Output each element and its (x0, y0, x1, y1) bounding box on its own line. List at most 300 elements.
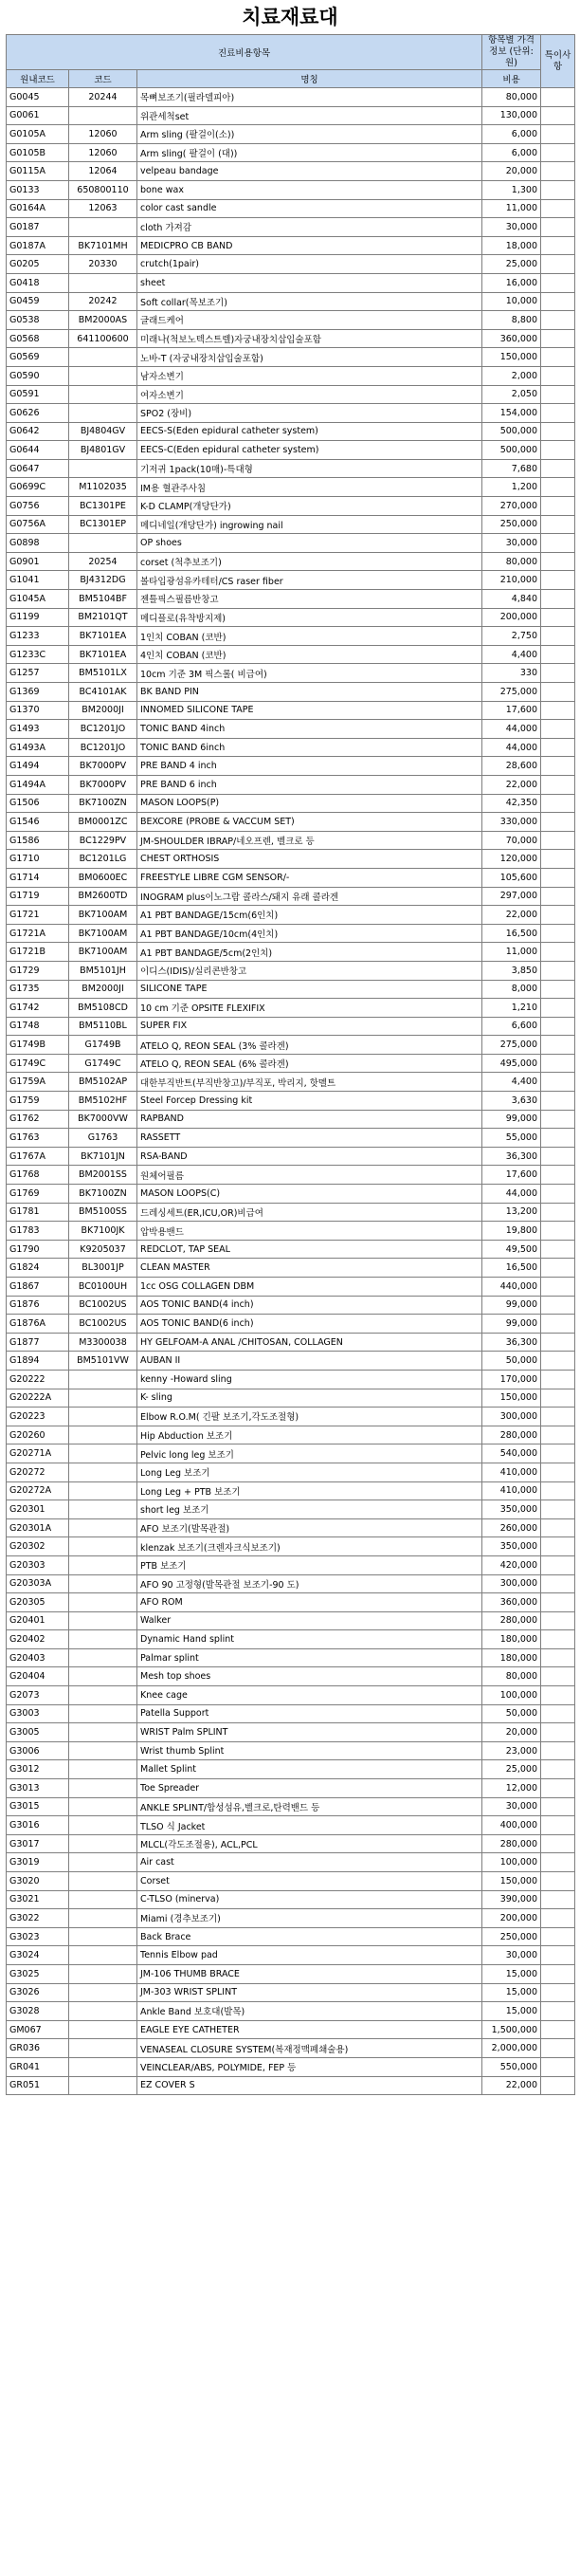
special-notes-cell (541, 1092, 575, 1111)
table-row (7, 1408, 575, 1426)
name-cell: MASON LOOPS(P) (137, 794, 482, 813)
special-notes-cell (541, 1129, 575, 1148)
table-row (7, 1352, 575, 1371)
code-cell (69, 404, 137, 423)
internal-code-cell: G0590 (7, 366, 69, 385)
name-cell: PTB 보조기 (137, 1555, 482, 1574)
code-cell: BK7100ZN (69, 794, 137, 813)
special-notes-cell (541, 2002, 575, 2021)
internal-code-cell: G1370 (7, 701, 69, 720)
table-row (7, 1333, 575, 1352)
code-cell (69, 1537, 137, 1556)
internal-code-cell: G1781 (7, 1203, 69, 1222)
special-notes-cell (541, 590, 575, 609)
internal-code-cell: G20223 (7, 1408, 69, 1426)
special-notes-cell (541, 683, 575, 702)
code-cell: G1749C (69, 1054, 137, 1073)
table-row (7, 980, 575, 999)
name-cell: 압박용밴드 (137, 1222, 482, 1241)
code-cell: BM0001ZC (69, 813, 137, 832)
price-cell: 330 (482, 664, 541, 683)
table-row (7, 1704, 575, 1723)
name-cell: JM-106 THUMB BRACE (137, 1964, 482, 1983)
internal-code-cell: G1735 (7, 980, 69, 999)
internal-code-cell: G20401 (7, 1611, 69, 1630)
internal-code-cell: G0133 (7, 180, 69, 199)
table-row (7, 180, 575, 199)
code-cell: BK7100JK (69, 1222, 137, 1241)
price-cell: 1,500,000 (482, 2020, 541, 2039)
table-row (7, 218, 575, 237)
name-cell: 드레싱세트(ER,ICU,OR)비급여 (137, 1203, 482, 1222)
table-row (7, 404, 575, 423)
code-cell (69, 1779, 137, 1798)
code-cell: BM5102AP (69, 1073, 137, 1092)
special-notes-cell (541, 404, 575, 423)
table-row (7, 1927, 575, 1946)
internal-code-cell: G1763 (7, 1129, 69, 1148)
price-cell: 80,000 (482, 88, 541, 107)
table-row (7, 1278, 575, 1297)
internal-code-cell: G1494 (7, 757, 69, 776)
name-cell: 볼타입광섬유카테터/CS raser fiber (137, 571, 482, 590)
internal-code-cell: G0164A (7, 199, 69, 218)
name-cell: MLCL(각도조절용), ACL,PCL (137, 1834, 482, 1853)
code-cell (69, 1741, 137, 1760)
special-notes-cell (541, 1240, 575, 1259)
price-cell: 250,000 (482, 1927, 541, 1946)
special-notes-cell (541, 1927, 575, 1946)
name-cell: Back Brace (137, 1927, 482, 1946)
table-row (7, 348, 575, 367)
table-row (7, 1296, 575, 1315)
price-cell: 150,000 (482, 1389, 541, 1408)
code-cell: BK7100ZN (69, 1185, 137, 1204)
name-cell: 대한부직반트(부직반창고)/부직포, 박리지, 핫멜트 (137, 1073, 482, 1092)
special-notes-cell (541, 422, 575, 441)
internal-code-cell: G1867 (7, 1278, 69, 1297)
price-cell: 6,000 (482, 143, 541, 162)
special-notes-cell (541, 571, 575, 590)
name-cell: color cast sandle (137, 199, 482, 218)
internal-code-cell: GR036 (7, 2039, 69, 2058)
price-cell: 360,000 (482, 1593, 541, 1612)
special-notes-cell (541, 775, 575, 794)
name-cell: Toe Spreader (137, 1779, 482, 1798)
internal-code-cell: G1759A (7, 1073, 69, 1092)
name-cell: corset (척추보조기) (137, 552, 482, 571)
internal-code-cell: G3024 (7, 1946, 69, 1965)
code-cell: 650800110 (69, 180, 137, 199)
table-row (7, 627, 575, 646)
code-cell (69, 459, 137, 478)
name-cell: Corset (137, 1872, 482, 1891)
code-cell (69, 1370, 137, 1389)
price-cell: 330,000 (482, 813, 541, 832)
internal-code-cell: G20260 (7, 1426, 69, 1444)
table-row (7, 459, 575, 478)
name-cell: PRE BAND 4 inch (137, 757, 482, 776)
price-cell: 22,000 (482, 775, 541, 794)
code-cell (69, 1518, 137, 1537)
internal-code-cell: G1719 (7, 887, 69, 906)
name-cell: TONIC BAND 6inch (137, 738, 482, 757)
name-cell: MEDICPRO CB BAND (137, 236, 482, 255)
internal-code-cell: G3025 (7, 1964, 69, 1983)
name-cell: Mallet Splint (137, 1760, 482, 1779)
price-cell: 99,000 (482, 1315, 541, 1334)
price-cell: 390,000 (482, 1890, 541, 1909)
code-cell (69, 1500, 137, 1519)
special-notes-cell (541, 794, 575, 813)
internal-code-cell: G0045 (7, 88, 69, 107)
special-notes-cell (541, 720, 575, 739)
special-notes-cell (541, 1426, 575, 1444)
special-notes-cell (541, 1797, 575, 1816)
price-cell: 2,750 (482, 627, 541, 646)
internal-code-cell: G0538 (7, 311, 69, 330)
internal-code-cell: G3006 (7, 1741, 69, 1760)
internal-code-cell: G20271A (7, 1444, 69, 1463)
group-header: 진료비용항목 (7, 35, 482, 70)
price-cell: 30,000 (482, 218, 541, 237)
internal-code-cell: G3020 (7, 1872, 69, 1891)
name-cell: crutch(1pair) (137, 255, 482, 274)
table-row (7, 106, 575, 125)
special-notes-header: 특이사항 (541, 35, 575, 88)
special-notes-cell (541, 236, 575, 255)
code-cell: BK7000PV (69, 775, 137, 794)
internal-code-cell: G20301A (7, 1518, 69, 1537)
internal-code-cell: G1493 (7, 720, 69, 739)
price-cell: 80,000 (482, 552, 541, 571)
special-notes-cell (541, 1853, 575, 1872)
internal-code-cell: G20303 (7, 1555, 69, 1574)
special-notes-cell (541, 180, 575, 199)
price-cell: 250,000 (482, 515, 541, 534)
special-notes-cell (541, 1296, 575, 1315)
page-title: 치료재료대 (242, 6, 338, 28)
special-notes-cell (541, 1537, 575, 1556)
price-cell: 2,000 (482, 366, 541, 385)
internal-code-cell: G0105A (7, 125, 69, 144)
price-cell: 280,000 (482, 1426, 541, 1444)
internal-code-cell: G1041 (7, 571, 69, 590)
price-cell: 16,000 (482, 273, 541, 292)
special-notes-cell (541, 1611, 575, 1630)
price-cell: 440,000 (482, 1278, 541, 1297)
table-row (7, 1110, 575, 1129)
table-row (7, 1185, 575, 1204)
code-cell: BC1002US (69, 1296, 137, 1315)
code-cell (69, 1853, 137, 1872)
name-cell: Patella Support (137, 1704, 482, 1723)
code-cell: BM5101LX (69, 664, 137, 683)
name-cell: Tennis Elbow pad (137, 1946, 482, 1965)
special-notes-cell (541, 1054, 575, 1073)
code-cell: 20330 (69, 255, 137, 274)
internal-code-cell: G3028 (7, 2002, 69, 2021)
code-cell (69, 1481, 137, 1500)
name-cell: Elbow R.O.M( 긴팔 보조기,각도조절형) (137, 1408, 482, 1426)
special-notes-cell (541, 887, 575, 906)
name-cell: 1cc OSG COLLAGEN DBM (137, 1278, 482, 1297)
table-row (7, 441, 575, 460)
price-cell: 23,000 (482, 1741, 541, 1760)
special-notes-cell (541, 608, 575, 627)
special-notes-cell (541, 1463, 575, 1481)
special-notes-cell (541, 329, 575, 348)
special-notes-cell (541, 255, 575, 274)
table-row (7, 813, 575, 832)
internal-code-cell: G20272 (7, 1463, 69, 1481)
name-cell: 남자소변기 (137, 366, 482, 385)
name-cell: Pelvic long leg 보조기 (137, 1444, 482, 1463)
code-cell: BK7100AM (69, 906, 137, 925)
name-cell: 이디스(IDIS)/실리콘반창고 (137, 961, 482, 980)
special-notes-cell (541, 1686, 575, 1705)
special-notes-cell (541, 1389, 575, 1408)
special-notes-cell (541, 385, 575, 404)
code-cell: BM5104BF (69, 590, 137, 609)
internal-code-cell: G0187A (7, 236, 69, 255)
code-cell: G1763 (69, 1129, 137, 1148)
price-cell: 280,000 (482, 1834, 541, 1853)
table-row (7, 88, 575, 107)
table-row (7, 571, 575, 590)
code-cell: BC1229PV (69, 831, 137, 850)
code-cell (69, 2076, 137, 2095)
name-cell: sheet (137, 273, 482, 292)
price-cell: 6,600 (482, 1017, 541, 1036)
name-cell: INNOMED SILICONE TAPE (137, 701, 482, 720)
code-cell: BK7101JN (69, 1147, 137, 1166)
code-cell: M3300038 (69, 1333, 137, 1352)
internal-code-cell: G1876 (7, 1296, 69, 1315)
table-row (7, 1315, 575, 1334)
table-row (7, 1017, 575, 1036)
internal-code-cell: G3003 (7, 1704, 69, 1723)
table-row (7, 1444, 575, 1463)
special-notes-cell (541, 1147, 575, 1166)
price-cell: 260,000 (482, 1518, 541, 1537)
special-notes-cell (541, 441, 575, 460)
code-cell (69, 366, 137, 385)
name-cell: 위관세척set (137, 106, 482, 125)
internal-code-cell: G0205 (7, 255, 69, 274)
price-cell: 15,000 (482, 1983, 541, 2002)
internal-code-cell: G0187 (7, 218, 69, 237)
code-cell (69, 385, 137, 404)
internal-code-cell: G1199 (7, 608, 69, 627)
price-cell: 20,000 (482, 162, 541, 181)
special-notes-cell (541, 813, 575, 832)
table-row (7, 1872, 575, 1891)
special-notes-cell (541, 2057, 575, 2076)
code-cell (69, 1463, 137, 1481)
internal-code-cell: G3019 (7, 1853, 69, 1872)
internal-code-cell: G1768 (7, 1166, 69, 1185)
name-cell: K-D CLAMP(개당단가) (137, 497, 482, 516)
table-row (7, 1593, 575, 1612)
price-cell: 180,000 (482, 1648, 541, 1667)
table-row (7, 366, 575, 385)
table-row (7, 2002, 575, 2021)
table-row (7, 1481, 575, 1500)
code-cell: BM2000JI (69, 980, 137, 999)
name-cell: SILICONE TAPE (137, 980, 482, 999)
name-cell: K- sling (137, 1389, 482, 1408)
special-notes-cell (541, 961, 575, 980)
internal-code-cell: G1257 (7, 664, 69, 683)
name-cell: Mesh top shoes (137, 1667, 482, 1686)
internal-code-cell: G1876A (7, 1315, 69, 1334)
price-cell: 30,000 (482, 1797, 541, 1816)
table-row (7, 1036, 575, 1055)
code-cell (69, 218, 137, 237)
name-cell: cloth 가져감 (137, 218, 482, 237)
price-cell: 270,000 (482, 497, 541, 516)
code-cell: BK7101EA (69, 627, 137, 646)
name-cell: TLSO 식 Jacket (137, 1816, 482, 1835)
code-cell (69, 1983, 137, 2002)
price-cell: 17,600 (482, 1166, 541, 1185)
code-cell (69, 1667, 137, 1686)
price-cell: 99,000 (482, 1296, 541, 1315)
table-row (7, 1797, 575, 1816)
code-cell: BK7100AM (69, 943, 137, 962)
special-notes-cell (541, 88, 575, 107)
table-row (7, 887, 575, 906)
price-cell: 1,300 (482, 180, 541, 199)
table-row (7, 292, 575, 311)
code-cell (69, 1686, 137, 1705)
code-cell (69, 1797, 137, 1816)
code-cell: BK7101MH (69, 236, 137, 255)
code-cell: BC1201JO (69, 738, 137, 757)
code-cell: BM5102HF (69, 1092, 137, 1111)
table-row (7, 2076, 575, 2095)
special-notes-cell (541, 1779, 575, 1798)
table-row (7, 961, 575, 980)
price-cell: 15,000 (482, 1964, 541, 1983)
code-cell (69, 1611, 137, 1630)
special-notes-cell (541, 1834, 575, 1853)
name-cell: Miami (경추보조기) (137, 1909, 482, 1928)
special-notes-cell (541, 999, 575, 1018)
name-cell: Dynamic Hand splint (137, 1630, 482, 1649)
code-cell: BM2001SS (69, 1166, 137, 1185)
code-cell: BC0100UH (69, 1278, 137, 1297)
price-cell: 410,000 (482, 1463, 541, 1481)
table-row (7, 757, 575, 776)
internal-code-cell: G3023 (7, 1927, 69, 1946)
price-cell: 3,850 (482, 961, 541, 980)
special-notes-cell (541, 1370, 575, 1389)
price-cell: 400,000 (482, 1816, 541, 1835)
name-cell: 목뼈보조기(필라델피아) (137, 88, 482, 107)
internal-code-cell: G1762 (7, 1110, 69, 1129)
internal-code-cell: G20272A (7, 1481, 69, 1500)
name-cell: FREESTYLE LIBRE CGM SENSOR/- (137, 868, 482, 887)
table-row (7, 2039, 575, 2058)
table-row (7, 1779, 575, 1798)
name-cell: C-TLSO (minerva) (137, 1890, 482, 1909)
price-cell: 3,630 (482, 1092, 541, 1111)
table-row (7, 1816, 575, 1835)
internal-code-cell: G1749C (7, 1054, 69, 1073)
name-cell: ANKLE SPLINT/합성섬유,벨크로,탄력밴드 등 (137, 1797, 482, 1816)
table-row (7, 1555, 575, 1574)
name-cell: 글래드케어 (137, 311, 482, 330)
special-notes-cell (541, 143, 575, 162)
table-row (7, 1574, 575, 1593)
name-cell: Long Leg + PTB 보조기 (137, 1481, 482, 1500)
code-cell: BJ4312DG (69, 571, 137, 590)
special-notes-cell (541, 1983, 575, 2002)
table-row (7, 664, 575, 683)
table-row (7, 999, 575, 1018)
name-cell: EECS-S(Eden epidural catheter system) (137, 422, 482, 441)
table-row (7, 1853, 575, 1872)
special-notes-cell (541, 2076, 575, 2095)
internal-code-cell: G0626 (7, 404, 69, 423)
name-cell: OP shoes (137, 534, 482, 553)
name-cell: Soft collar(목보조기) (137, 292, 482, 311)
table-row (7, 1760, 575, 1779)
name-cell: Walker (137, 1611, 482, 1630)
special-notes-cell (541, 1203, 575, 1222)
code-cell (69, 534, 137, 553)
code-cell: BC1201JO (69, 720, 137, 739)
price-cell: 300,000 (482, 1408, 541, 1426)
internal-code-cell: G1546 (7, 813, 69, 832)
code-cell (69, 1834, 137, 1853)
code-cell (69, 1444, 137, 1463)
price-cell: 36,300 (482, 1147, 541, 1166)
name-cell: EZ COVER S (137, 2076, 482, 2095)
table-body (7, 88, 575, 2095)
internal-code-cell: G1877 (7, 1333, 69, 1352)
special-notes-cell (541, 348, 575, 367)
code-cell: G1749B (69, 1036, 137, 1055)
table-row (7, 162, 575, 181)
internal-code-cell: G3013 (7, 1779, 69, 1798)
price-cell: 44,000 (482, 1185, 541, 1204)
code-cell (69, 1946, 137, 1965)
name-cell: JM-SHOULDER IBRAP/네오프렌, 벨크로 등 (137, 831, 482, 850)
internal-code-cell: G20222 (7, 1370, 69, 1389)
special-notes-cell (541, 906, 575, 925)
name-cell: 메디플로(유착방지제) (137, 608, 482, 627)
table-row (7, 422, 575, 441)
table-row (7, 720, 575, 739)
table-row (7, 199, 575, 218)
special-notes-cell (541, 1630, 575, 1649)
special-notes-cell (541, 1481, 575, 1500)
price-cell: 100,000 (482, 1686, 541, 1705)
table-row (7, 775, 575, 794)
special-notes-cell (541, 459, 575, 478)
special-notes-cell (541, 2039, 575, 2058)
price-cell: 275,000 (482, 683, 541, 702)
name-cell: Knee cage (137, 1686, 482, 1705)
price-cell: 50,000 (482, 1352, 541, 1371)
code-cell (69, 273, 137, 292)
code-cell: BM5100SS (69, 1203, 137, 1222)
code-cell: BC4101AK (69, 683, 137, 702)
price-cell: 495,000 (482, 1054, 541, 1073)
